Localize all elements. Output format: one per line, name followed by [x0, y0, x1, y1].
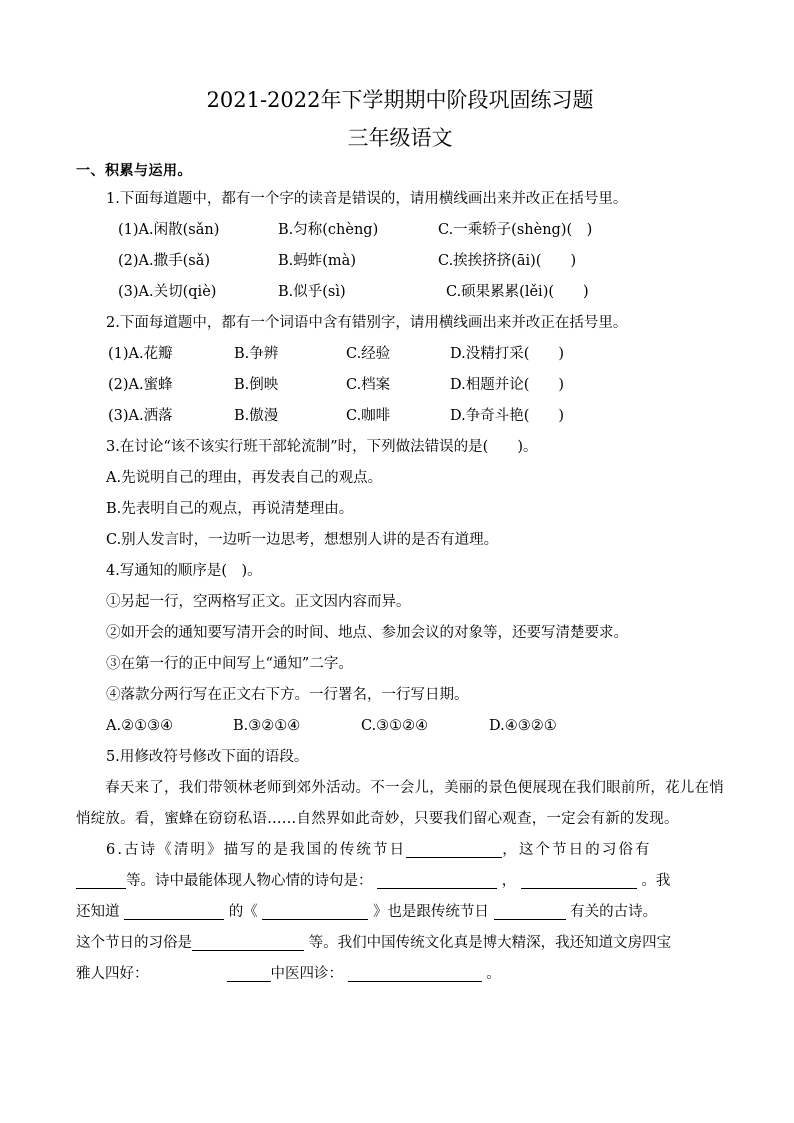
question-2-row [76, 401, 724, 432]
option: C.经验 [346, 346, 391, 362]
text: 。我 [641, 873, 671, 889]
text: ，这个节日的习俗有 [502, 842, 652, 858]
text: 这个节日的习俗是 [76, 935, 192, 951]
answer-blank[interactable] [494, 901, 566, 920]
option: A.②①③④ [106, 718, 174, 734]
question-6-line [76, 897, 724, 928]
question-6-line [76, 866, 724, 897]
option: C.③①②④ [361, 718, 429, 734]
answer-blank[interactable] [377, 870, 497, 889]
option: (3)A.洒落 [108, 408, 173, 424]
page-subtitle: 三年级语文 [347, 126, 453, 150]
answer-blank[interactable] [124, 901, 224, 920]
text: 有关的古诗。 [570, 904, 658, 920]
option: B.③②①④ [233, 718, 301, 734]
question-5-paragraph: 春天来了，我们带领林老师到郊外活动。不一会儿，美丽的景色便展现在我们眼前所，花儿在悄悄绽放。看，蜜蜂在窃窃私语……自然界如此奇妙，只要我们留心观查，一定会有新的发现。 [76, 780, 724, 827]
question-4-item: ①另起一行，空两格写正文。正文因内容而异。 [106, 594, 411, 610]
text: ， [501, 873, 517, 889]
text: 等。我们中国传统文化真是博大精深，我还知道文房四宝 [308, 935, 672, 951]
option: (2)A.蜜蜂 [108, 377, 173, 393]
option: B.蚂蚱(mà) [278, 253, 356, 269]
option: (1)A.闲散(sǎn) [118, 222, 220, 238]
answer-blank[interactable] [348, 963, 482, 982]
page-title: 2021-2022年下学期期中阶段巩固练习题 [206, 88, 594, 112]
question-4-item: ④落款分两行写在正文右下方。一行署名，一行写日期。 [106, 687, 469, 703]
question-1-row [76, 246, 724, 277]
text: 还知道 [76, 904, 120, 920]
question-2-row [76, 370, 724, 401]
option: C.硕果累累(lěi)( ) [446, 284, 589, 300]
question-4-item: ②如开会的通知要写清开会的时间、地点、参加会议的对象等，还要写清楚要求。 [106, 625, 628, 641]
question-5-stem: 5.用修改符号修改下面的语段。 [106, 749, 309, 765]
question-4-stem: 4.写通知的顺序是( )。 [106, 563, 262, 579]
option: D.没精打采( ) [450, 346, 565, 362]
question-4-options [76, 711, 724, 742]
option: D.④③②① [489, 718, 557, 734]
text: 6.古诗《清明》描写的是我国的传统节日 [106, 842, 407, 858]
question-6-line [76, 959, 724, 990]
option: B.匀称(chèng) [278, 222, 379, 238]
answer-blank[interactable] [521, 870, 637, 889]
option: B.争辨 [234, 346, 279, 362]
option: C.档案 [346, 377, 391, 393]
answer-blank[interactable] [227, 963, 271, 982]
option: C.咖啡 [346, 408, 391, 424]
question-1-row [76, 277, 724, 308]
option: B.倒映 [234, 377, 279, 393]
option: (1)A.花瓣 [108, 346, 173, 362]
option: C.挨挨挤挤(āi)( ) [438, 253, 577, 269]
question-4-item: ③在第一行的正中间写上“通知”二字。 [106, 656, 353, 672]
option: D.相题并论( ) [450, 377, 565, 393]
section-title: 一、积累与运用。 [76, 163, 192, 179]
option: B.似乎(sì) [278, 284, 346, 300]
option: B.傲漫 [234, 408, 279, 424]
answer-blank[interactable] [76, 870, 126, 889]
question-3-option: A.先说明自己的理由，再发表自己的观点。 [106, 470, 383, 486]
question-1-stem: 1.下面每道题中，都有一个字的读音是错误的，请用横线画出来并改正在括号里。 [106, 191, 628, 207]
question-3-option: C.别人发言时，一边听一边思考，想想别人讲的是否有道理。 [106, 532, 499, 548]
answer-blank[interactable] [262, 901, 368, 920]
option: (3)A.关切(qiè) [118, 284, 217, 300]
question-6-line [76, 835, 724, 866]
text: 的《 [228, 904, 258, 920]
question-6-line [76, 928, 724, 959]
question-6 [76, 835, 724, 990]
text: 》也是跟传统节日 [372, 904, 489, 920]
option: C.一乘轿子(shèng)( ) [438, 222, 593, 238]
text: 等。诗中最能体现人物心情的诗句是： [126, 873, 373, 889]
question-3-option: B.先表明自己的观点，再说清楚理由。 [106, 501, 354, 517]
text: 。 [486, 966, 501, 982]
question-3-stem: 3.在讨论“该不该实行班干部轮流制”时，下列做法错误的是( )。 [106, 439, 538, 455]
option: (2)A.撒手(sǎ) [118, 253, 211, 269]
text: 中医四诊： [270, 966, 343, 982]
option: D.争奇斗艳( ) [450, 408, 565, 424]
text: 雅人四好： [76, 966, 149, 982]
question-1-row [76, 215, 724, 246]
question-2-stem: 2.下面每道题中，都有一个词语中含有错别字，请用横线画出来并改正在括号里。 [106, 315, 628, 331]
answer-blank[interactable] [192, 932, 304, 951]
answer-blank[interactable] [406, 839, 502, 858]
question-2-row [76, 339, 724, 370]
